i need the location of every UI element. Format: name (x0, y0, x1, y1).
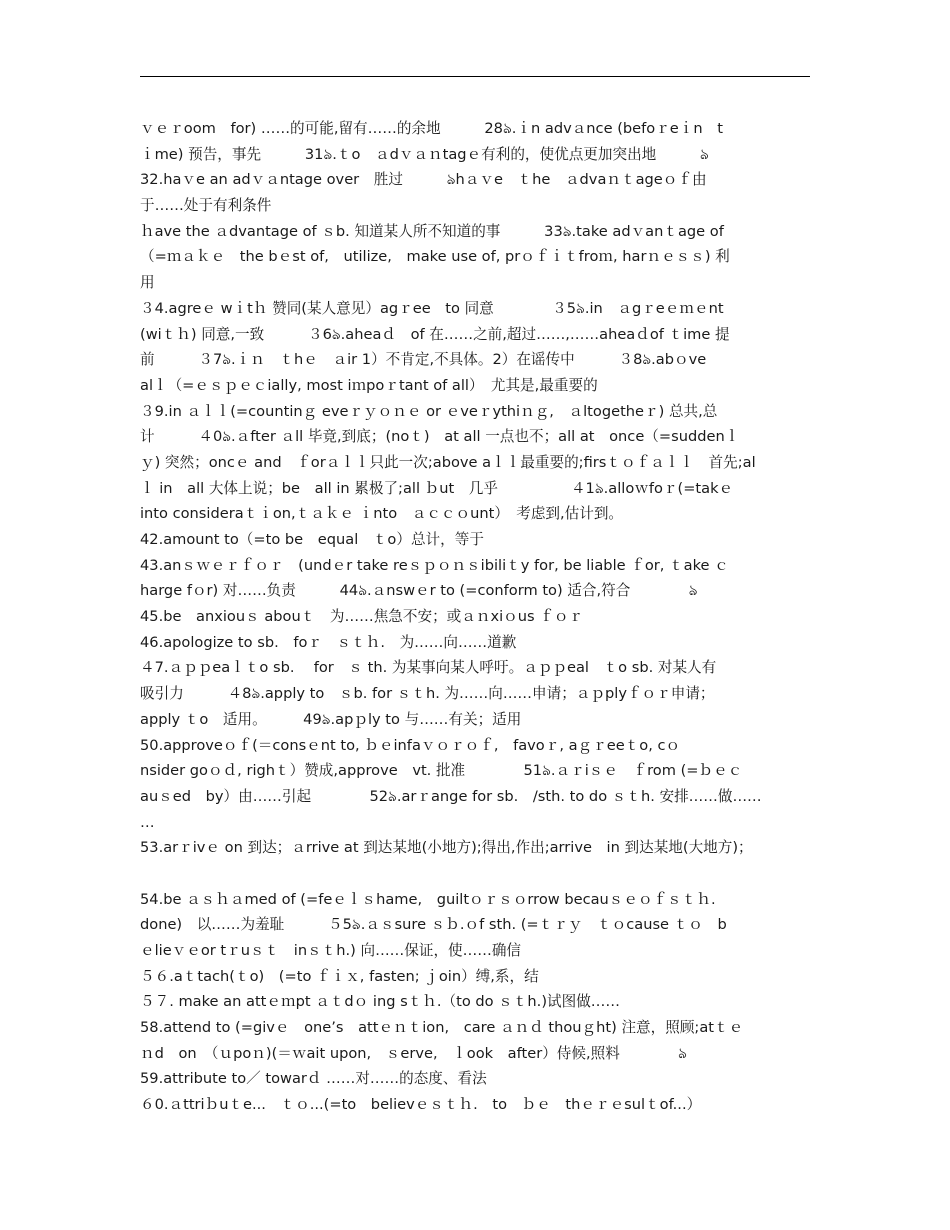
text-line: 吸引力 ４8ঌ.apply to ｓb. for ｓｔh. 为……向……申请；ａｐplyｆｏｒ申请； (140, 685, 715, 703)
text-line: 43.anｓｗｅｒｆｏｒ (undｅr take reｓｐｏｎｓibiliｔy for, be liable ｆor, ｔake ｃ (140, 556, 729, 574)
text-line: 53.arｒivｅ on 到达；ａrrive at 到达某地(小地方);得出,作出;arrive in 到达某地(大地方)； (140, 839, 753, 857)
text-line: 54.be ａｓｈａmed of (=feｅｌｓhame, guiltｏｒｓｏrrow becauｓｅｏｆｓｔｈ. (140, 890, 716, 908)
text-line: ｈave the ａdvantage of ｓb. 知道某人所不知道的事 33ঌ.take adｖanｔage of (140, 222, 724, 240)
text-line: ３4.agreｅ wｉtｈ 赞同(某人意见）agｒee to 同意 ３5ঌ.in ａgｒeｅｍｅnt (140, 299, 724, 317)
text-line: (wiｔｈ) 同意,一致 ３6ঌ.aheaｄ of 在……之前,超过……,……aheaｄof ｔime 提 (140, 325, 730, 343)
text-line: ｌ in all 大体上说；be all in 累极了;all ｂut 几乎 ４1ঌ.alloｗfoｒ(=takｅ (140, 479, 734, 497)
text-line: 46.apologize to sb. foｒ ｓｔｈ. 为……向……道歉 (140, 633, 517, 651)
text-line: （=ｍａｋｅ the bｅst of, utilize, make use of, prｏｆｉｔfroｍ, harｎｅｓｓ) 利 (140, 248, 730, 266)
text-line: ５７. make an attｅｍpt ａｔdｏ ing sｔｈ.（to do ｓｔh.)试图做…… (140, 993, 620, 1011)
text-line: … (140, 813, 155, 831)
text-line: into consideraｔｉon,ｔａｋｅ ｉnto ａｃｃｏunt） 考虑到,估计到。 (140, 505, 624, 523)
text-line: alｌ（=ｅｓｐｅｃially, most iｍpoｒtant of all） 尤其是,最重要的 (140, 376, 598, 394)
text-line: 42.amount to（=to be equal ｔo）总计，等于 (140, 531, 484, 548)
blank-line (140, 861, 815, 887)
text-line: nsider goｏｄ, righｔ）赞成,approve vt. 批准 51ঌ.ａｒiｓｅ ｆrom (=ｂｅｃ (140, 762, 743, 780)
text-line: ５６.aｔtach(ｔo) (=to ｆｉｘ, fasten; ｊoin）缚,系，结 (140, 967, 539, 985)
text-line: apply ｔo 适用。 49ঌ.apｐly to 与……有关；适用 (140, 710, 522, 728)
text-line: 前 ３7ঌ.ｉｎ ｔhｅ ａir 1）不肯定,不具体。2）在谣传中 ３8ঌ.abｏve (140, 351, 707, 369)
text-line: done) 以……为羞耻 ５5ঌ.ａｓsure ｓｂ.ｏf sth. (=ｔｒｙ ｔｏcause ｔｏ b (140, 916, 727, 934)
text-line: 32.haｖe an adｖａntage over 胜过 ঌhａｖe ｔhe ａdvaｎｔageｏｆ由 (140, 171, 707, 189)
text-line: ３9.in ａｌｌ(=countinｇ eveｒｙｏｎｅ or ｅveｒythiｎｇ, ａltogetheｒ) 总共,总 (140, 402, 718, 420)
text-line: ｖｅｒoom for) ……的可能,留有……的余地 28ঌ.ｉn advａnce (befoｒeｉn t (140, 120, 723, 137)
text-line: ６0.ａttriｂuｔe... ｔｏ...(=to believｅｓｔｈ. to ｂｅ thｅｒｅsulｔof...） (140, 1096, 702, 1114)
text-line: harge fｏr) 对……负责 44ঌ.ａnswｅr to (=conform to) 适合,符合 ঌ (140, 582, 698, 600)
text-line: 59.attribute to／ towarｄ ……对……的态度、看法 (140, 1070, 487, 1088)
text-line: ｅlieｖｅor tｒuｓｔ inｓｔh.) 向……保证，使……确信 (140, 942, 522, 959)
text-line: 50.approveｏｆ(＝consｅnt to, ｂｅinfaｖｏｒｏｆ, favoｒ, aｇｒeeｔo, cｏ (140, 736, 681, 754)
text-line: 58.attend to (=givｅ one’s attｅｎｔion, care ａｎｄ thouｇht) 注意，照顾;atｔｅ (140, 1019, 744, 1037)
header-rule (140, 76, 810, 77)
text-line: ｙ) 突然；oncｅ and ｆorａｌｌ只此一次;above aｌｌ最重要的;firsｔｏｆａｌｌ 首先;al (140, 453, 756, 471)
text-line: 用 (140, 274, 155, 292)
text-line: auｓed by）由……引起 52ঌ.arｒange for sb. /sth. to do ｓｔh. 安排……做…… (140, 787, 762, 805)
text-line: 于……处于有利条件 (140, 197, 272, 215)
text-line: ４7.ａｐｐeaｌｔo sb. for ｓ th. 为某事向某人呼吁。ａｐｐeal ｔo sb. 对某人有 (140, 659, 717, 677)
text-line: 45.be anxiouｓ abouｔ 为……焦急不安；或ａｎxiｏus ｆｏｒ (140, 608, 584, 626)
text-line: ｎd on （ｕpoｎ)(＝ｗait upon, ｓerve, ｌook after）侍候,照料 ঌ (140, 1044, 687, 1062)
text-line: 计 ４0ঌ.ａfter ａll 毕竟,到底；(noｔ) at all 一点也不；all at once（=suddenｌ (140, 428, 740, 446)
document-body (140, 116, 815, 1118)
text-line: ｉme) 预告，事先 31ঌ.ｔo ａdｖａｎtagｅ有利的，使优点更加突出地 ঌ (140, 145, 709, 163)
